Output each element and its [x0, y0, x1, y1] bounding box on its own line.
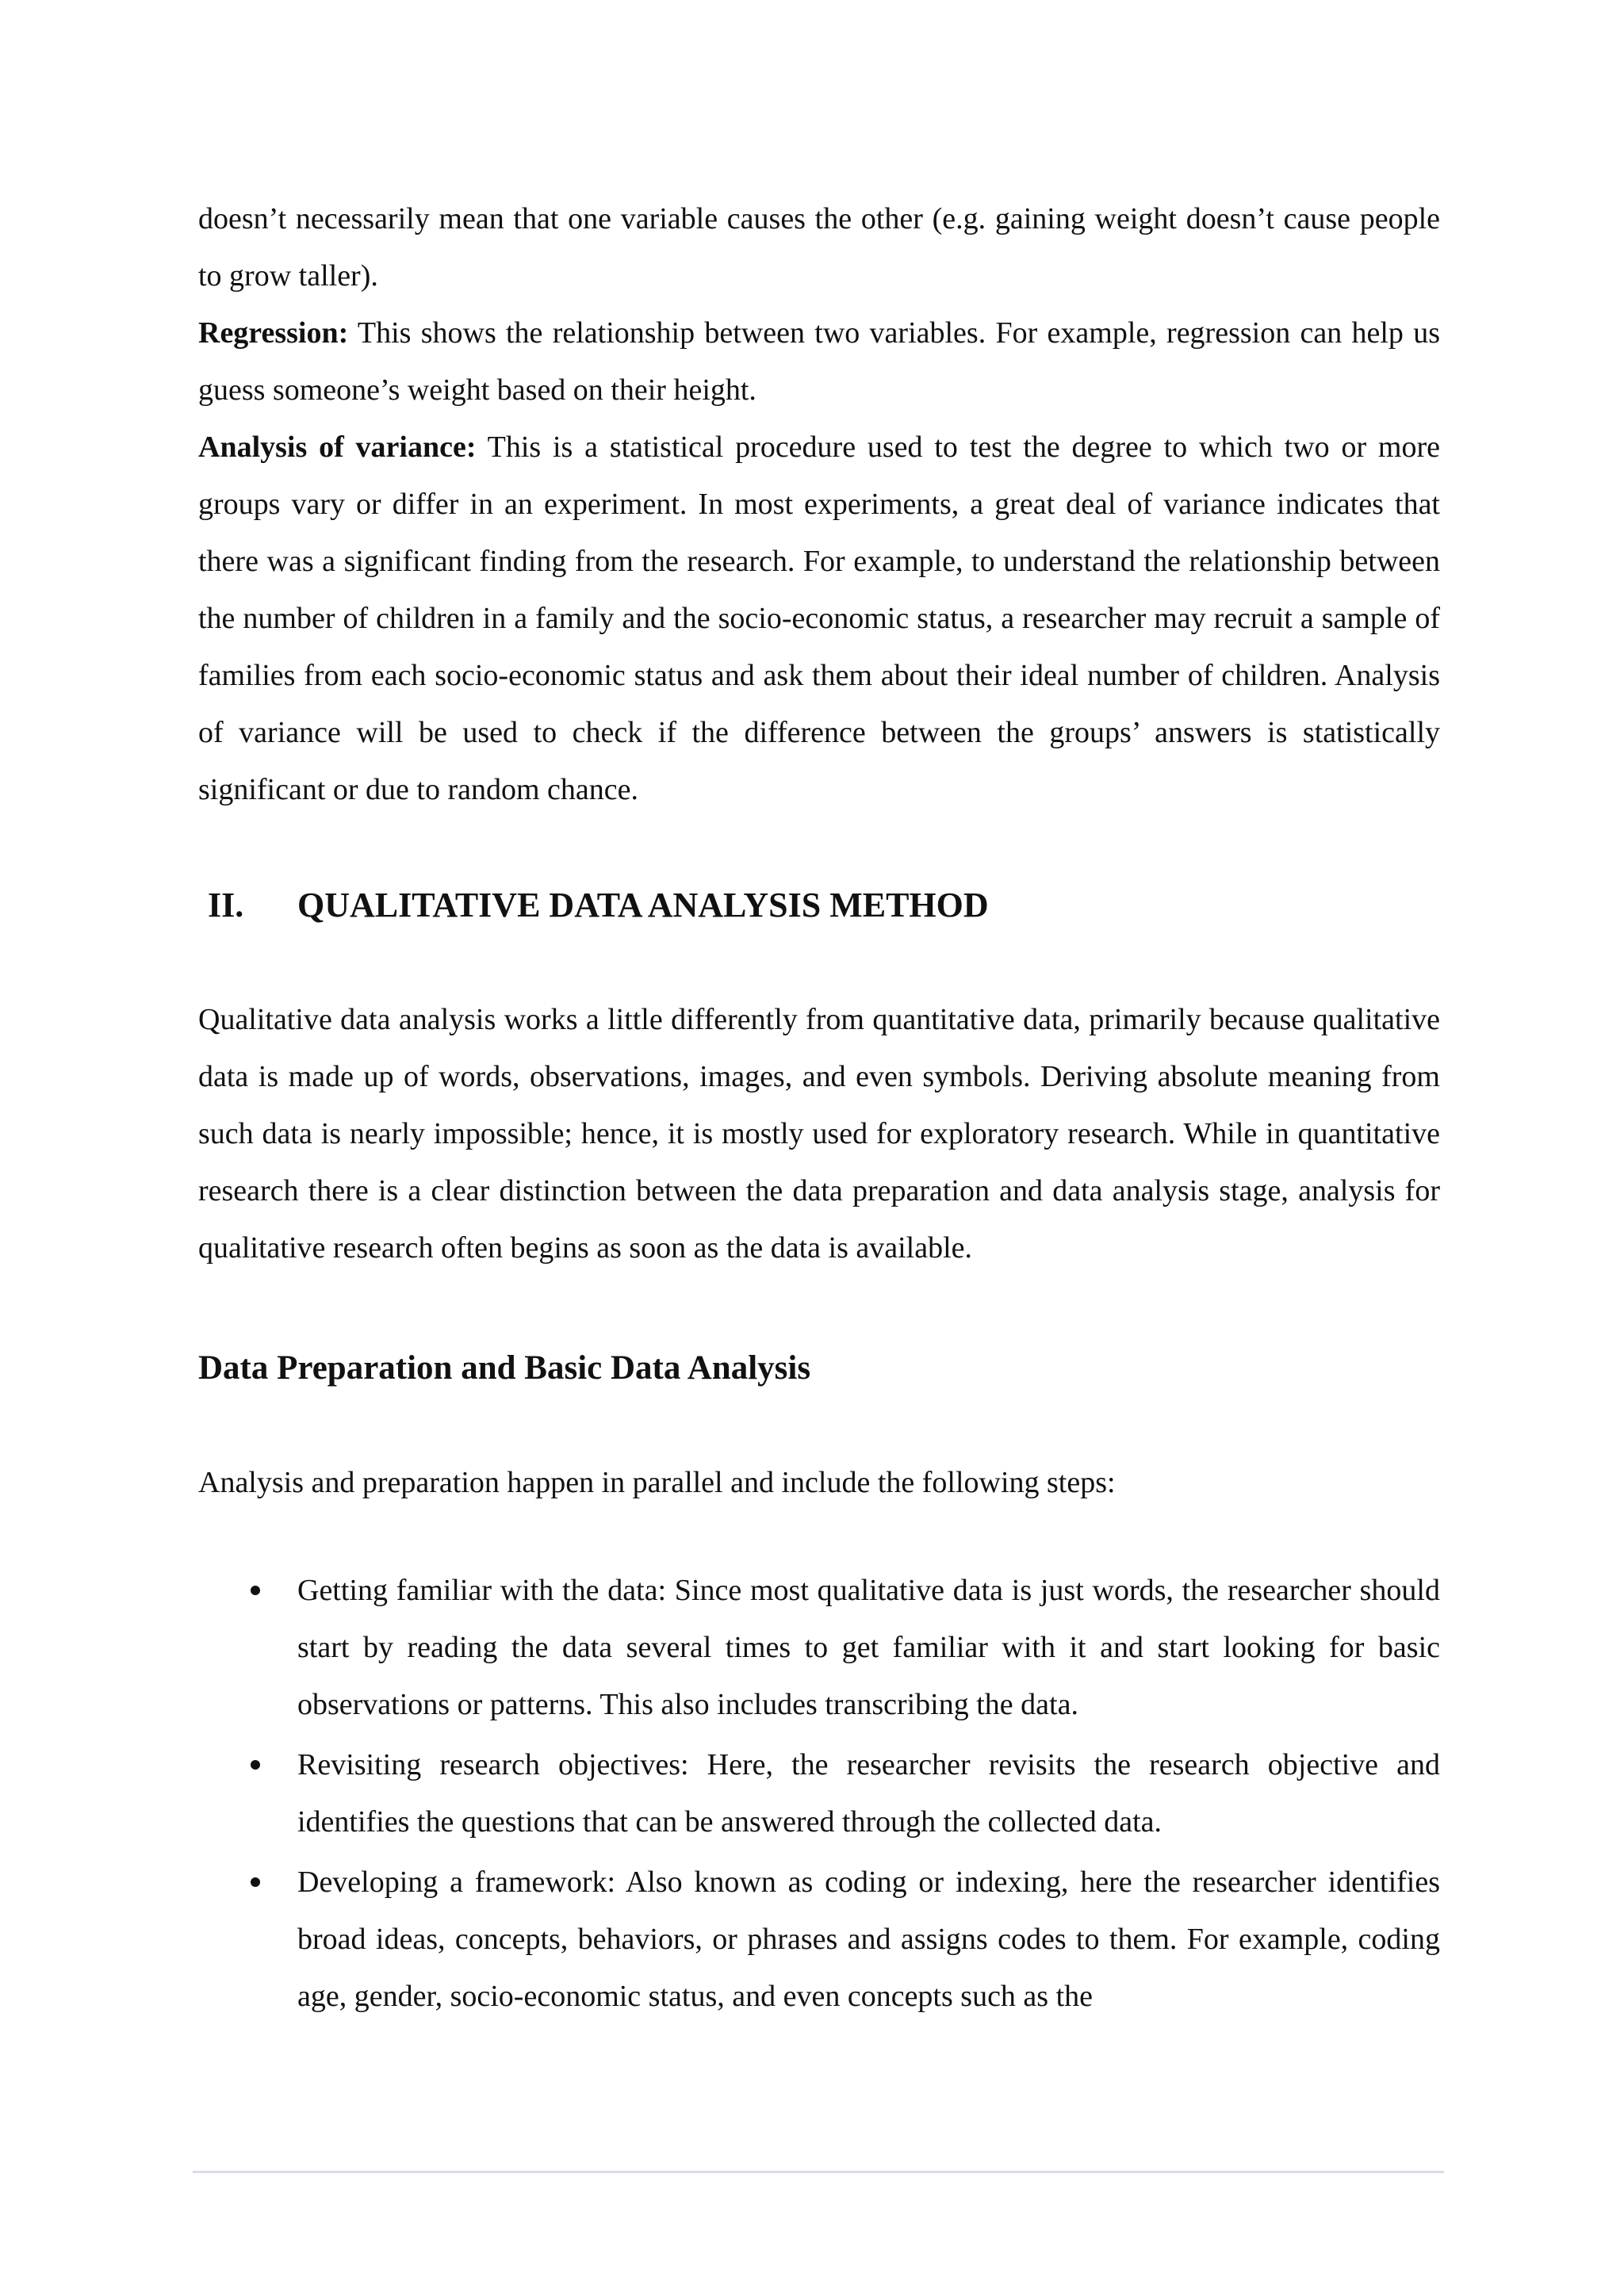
steps-list: [198, 1562, 1440, 2025]
intro-continuation-paragraph: doesn’t necessarily mean that one variable causes the other (e.g. gaining weight doesn’t cause people to grow taller).: [198, 202, 1440, 293]
bullet-icon: [251, 1586, 260, 1595]
document-page: [198, 190, 1440, 2028]
subheading: Data Preparation and Basic Data Analysis: [198, 1349, 811, 1387]
anova-text: This is a statistical procedure used to test the degree to which two or more groups vary or differ in an experiment. In most experiments, a great deal of variance indicates that there was a significant finding from the research. For example, to understand the relationship between the number of children in a family and the socio-economic status, a researcher may recruit a sample of families from each socio-economic status and ask them about their ideal number of children. Analysis of variance will be used to check if the difference between the groups’ answers is statistically significant or due to random chance.: [198, 430, 1440, 806]
bullet-icon: [251, 1877, 260, 1887]
regression-paragraph: [198, 304, 1440, 419]
steps-intro: Analysis and preparation happen in parallel and include the following steps:: [198, 1466, 1116, 1499]
list-item: [198, 1562, 1440, 1733]
list-item-text: Revisiting research objectives: Here, the researcher revisits the research objective and identifies the questions that can be answered through the collected data.: [297, 1748, 1440, 1839]
list-item: [198, 1736, 1440, 1850]
footer-divider: [193, 2171, 1444, 2173]
bullet-icon: [251, 1760, 260, 1770]
qualitative-paragraph: Qualitative data analysis works a little differently from quantitative data, primarily because qualitative data is made up of words, observations, images, and even symbols. Deriving absolute meaning from such data is nearly impossible; hence, it is mostly used for exploratory research. While in quantitative research there is a clear distinction between the data preparation and data analysis stage, analysis for qualitative research often begins as soon as the data is available.: [198, 1003, 1440, 1265]
regression-term: Regression:: [198, 316, 349, 350]
regression-text: This shows the relationship between two variables. For example, regression can help us guess someone’s weight based on their height.: [198, 316, 1440, 407]
anova-term: Analysis of variance:: [198, 430, 477, 464]
section-number: II.: [208, 886, 244, 924]
list-item: [198, 1854, 1440, 2025]
list-item-text: Getting familiar with the data: Since most qualitative data is just words, the researcher should start by reading the data several times to get familiar with it and start looking for basic observations or patterns. This also includes transcribing the data.: [297, 1574, 1440, 1721]
section-heading: [198, 882, 1440, 929]
list-item-text: Developing a framework: Also known as coding or indexing, here the researcher identifies broad ideas, concepts, behaviors, or phrases and assigns codes to them. For example, coding age, gender, socio-economic status, and even concepts such as the: [297, 1866, 1440, 2013]
anova-paragraph: [198, 419, 1440, 818]
section-title: QUALITATIVE DATA ANALYSIS METHOD: [297, 886, 989, 924]
